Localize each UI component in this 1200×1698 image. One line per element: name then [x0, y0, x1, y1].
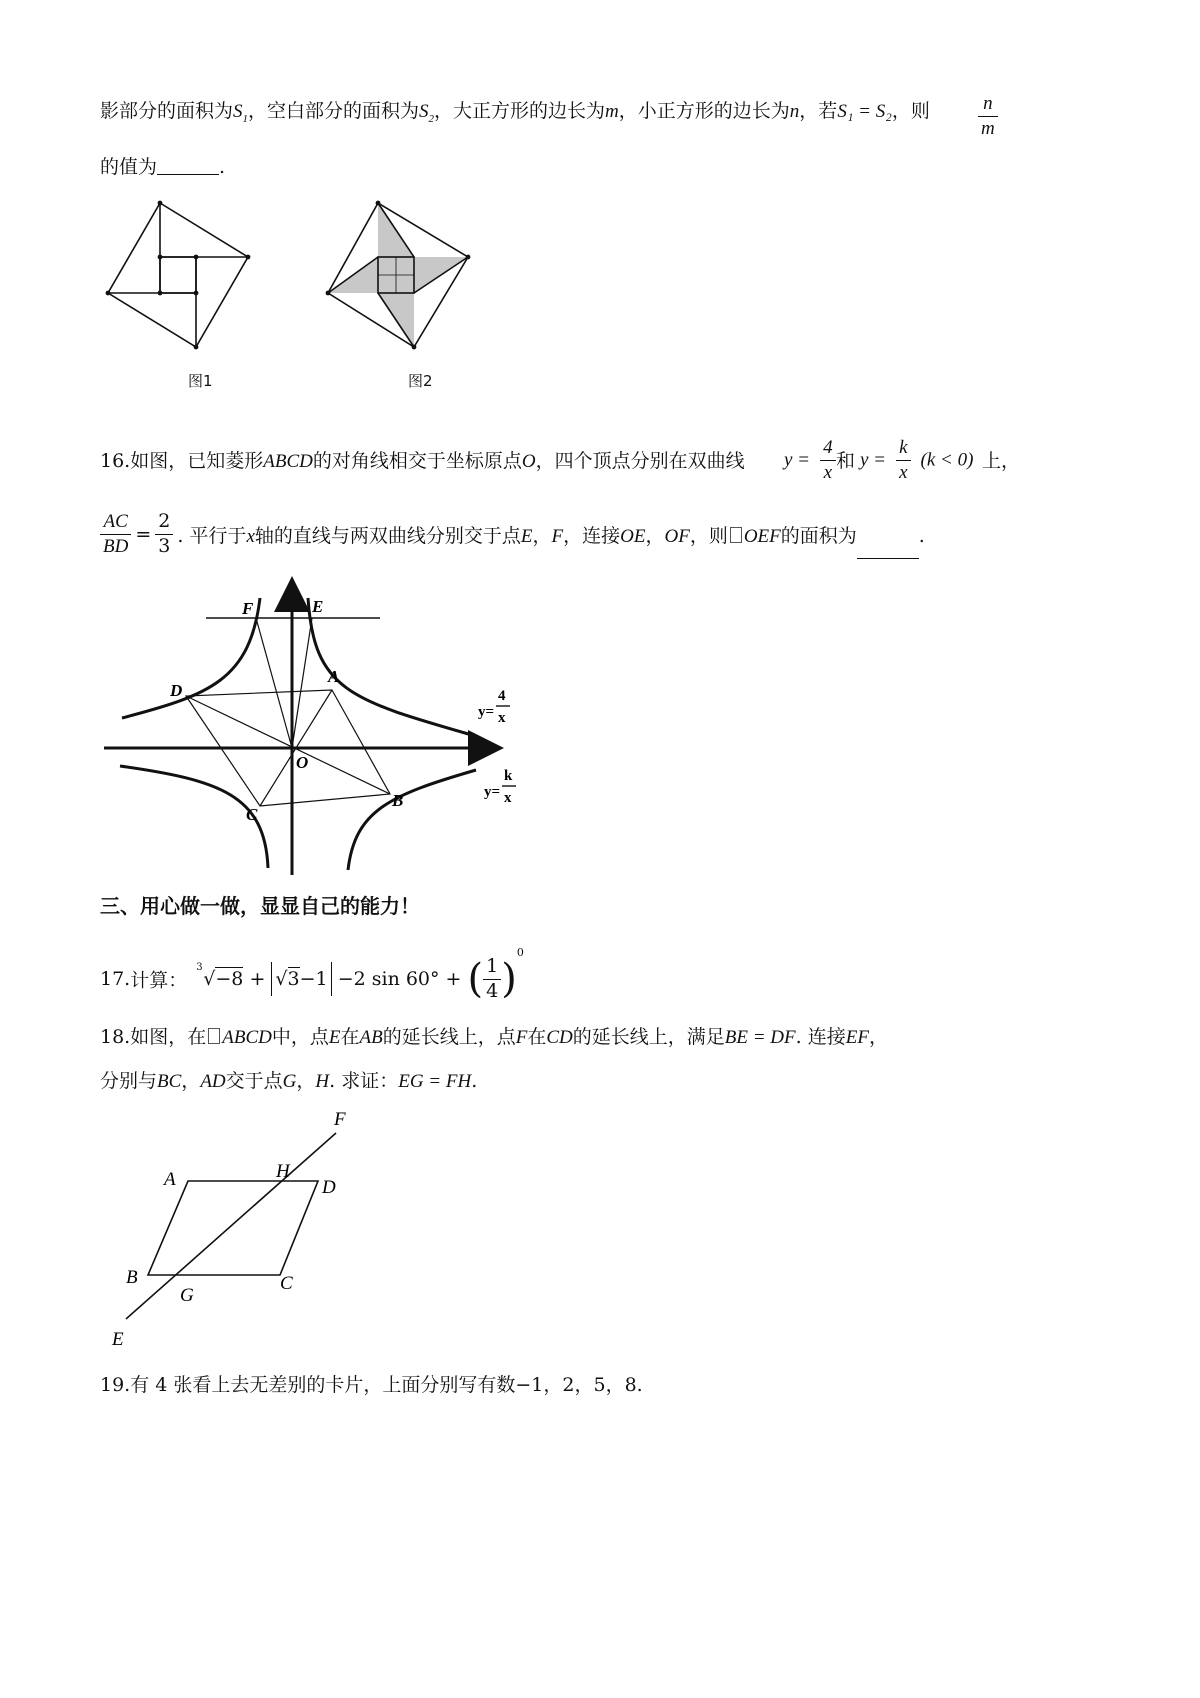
q16-number: 16.: [100, 450, 131, 472]
q16-answer-blank: [857, 557, 919, 559]
q15-line1: [100, 102, 930, 125]
curve-k-over-x-branch2: [348, 770, 476, 870]
q15-answer-blank: [157, 173, 219, 175]
fig1-inner-square: [160, 257, 196, 293]
label-B: B: [392, 791, 404, 810]
q15-text-a: 影部分的面积为: [100, 100, 234, 122]
q15-S1: $S_1$: [233, 101, 249, 125]
curve1-label-lhs: y=: [478, 704, 495, 720]
curve2-label-num: k: [504, 768, 513, 784]
q15-line2-text: 的值为: [100, 156, 158, 178]
curve-k-over-x-branch1: [122, 598, 260, 718]
q16-ratio: $\frac{AC}{BD}$: [100, 510, 131, 559]
segment-OF: [256, 618, 292, 748]
svg-text:G: G: [180, 1285, 194, 1306]
svg-text:B: B: [126, 1267, 138, 1288]
q15-text-f: ，则: [891, 100, 930, 122]
q17: 17.计算： 3 √−8 + √3−1 −2 sin 60° + ( $\frac{1}{4}$ )$^0$: [100, 946, 524, 1002]
q15-text-b: ，空白部分的面积为: [248, 100, 420, 122]
q16-hyperbola-2: y = $\frac{k}{x}$ (k < 0): [860, 437, 974, 483]
q15-figure-1-caption: 图1: [188, 372, 213, 390]
label-O: O: [296, 753, 309, 772]
fig1-outer-square: [108, 203, 248, 347]
curve2-label-den: x: [504, 790, 512, 806]
svg-text:D: D: [322, 1177, 336, 1198]
q18-figure: [100, 1105, 380, 1355]
label-D: D: [170, 681, 183, 700]
q16-hyperbola-1: y = $\frac{4}{x}$: [784, 436, 840, 485]
q15-condition: S₁ = S₂: [837, 101, 892, 122]
q19: 19.有 4 张看上去无差别的卡片，上面分别写有数−1，2，5，8.: [100, 1374, 643, 1396]
q18-line1: 18.如图，在 ABCD中，点E在AB的延长线上，点F在CD的延长线上，满足BE = DF. 连接EF，: [100, 1026, 888, 1048]
triangle-symbol-icon: [730, 527, 742, 543]
label-E: E: [312, 597, 324, 616]
q15-n: n: [789, 101, 800, 122]
q16-line1: 16.如图，已知菱形ABCD的对角线相交于坐标原点O，四个顶点分别在双曲线: [100, 450, 745, 472]
svg-text:E: E: [112, 1329, 124, 1350]
q16-and: 和: [836, 450, 856, 472]
parallelogram-ABCD: [148, 1181, 318, 1275]
q17-paren-fraction: (: [467, 956, 484, 1002]
curve2-label-lhs: y=: [484, 784, 501, 800]
q16-line2: $\frac{AC}{BD}$ = $\frac{2}{3}$ . 平行于x轴的直线与两双曲线分别交于点E，F，连接OE，OF，则 OEF的面积为 .: [100, 510, 925, 559]
curve1-label-den: x: [498, 710, 506, 726]
q17-cube-root: 3 √−8: [196, 962, 244, 990]
label-A: A: [328, 667, 340, 686]
q15-figure-1: [100, 195, 270, 360]
q18-line2: 分别与BC，AD交于点G，H. 求证：EG = FH.: [100, 1070, 478, 1092]
q15-line2: 的值为 .: [100, 156, 226, 178]
q15-S2: $S_2$: [419, 101, 435, 125]
segment-EF: [126, 1133, 336, 1319]
svg-text:A: A: [164, 1169, 176, 1190]
diagonal-BD: [186, 696, 390, 794]
svg-text:H: H: [276, 1161, 290, 1182]
label-C: C: [246, 805, 258, 824]
q15-m: m: [605, 101, 619, 122]
label-F: F: [242, 599, 254, 618]
svg-text:F: F: [334, 1109, 346, 1130]
q15-fraction: n m: [978, 92, 998, 141]
q16-text-d: 上，: [982, 450, 1021, 472]
q17-abs-value: √3−1: [271, 962, 331, 996]
q15-text-d: ，小正方形的边长为: [618, 100, 790, 122]
svg-text:C: C: [280, 1273, 293, 1294]
parallelogram-symbol-icon: [208, 1028, 220, 1044]
section-3-title: 三、用心做一做，显显自己的能力！: [100, 894, 420, 918]
q16-graph: [100, 570, 530, 880]
curve1-label-num: 4: [498, 688, 506, 704]
q15-figure-2-caption: 图2: [408, 372, 433, 390]
q15-text-c: ，大正方形的边长为: [434, 100, 606, 122]
q15-text-e: ，若: [799, 100, 838, 122]
q15-figure-2: [320, 195, 490, 360]
segment-OE: [292, 618, 312, 748]
